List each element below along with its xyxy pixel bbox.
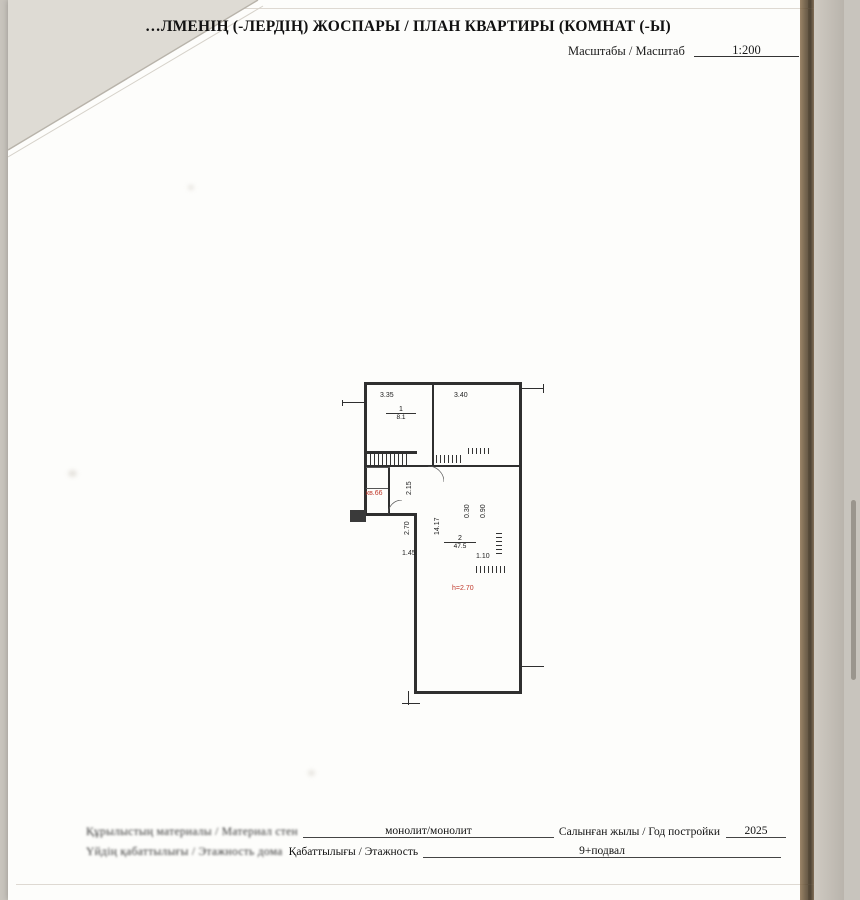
room-2-number: 2: [458, 535, 462, 542]
scale-value: 1:200: [732, 43, 761, 57]
partition-small-1: [366, 467, 390, 468]
scale-label: Масштабы / Масштаб: [568, 44, 685, 58]
footer-wall-material-value: монолит/монолит: [385, 825, 472, 837]
ceiling-height-note: h=2.70: [452, 585, 474, 592]
scale-underline: [694, 41, 799, 57]
room-2-area: 47.5: [444, 542, 476, 550]
scrollbar-thumb[interactable]: [851, 500, 856, 680]
footer-wall-material-value-line: [303, 824, 554, 838]
paper-smudge-1: [188, 185, 194, 190]
tick-right-2: [522, 666, 544, 667]
footer-year-value: 2025: [726, 825, 786, 838]
wall-bottom: [414, 691, 522, 694]
paper-smudge-3: [68, 470, 77, 477]
footer-row-materials: [86, 818, 786, 838]
page-title: …ЛМЕНІҢ (-ЛЕРДІҢ) ЖОСПАРЫ / ПЛАН КВАРТИРЫ (КОМНАТ (-Ы): [145, 18, 671, 35]
dim-top-right: 3.40: [454, 392, 468, 399]
footer-wall-material-label: Құрылыстың материалы / Материал стен: [86, 826, 298, 838]
wall-left-lower: [414, 514, 417, 694]
wall-left-upper: [364, 382, 367, 454]
document-sheet: [8, 0, 808, 900]
footer-floors-label: Қабаттылығы / Этажность: [288, 846, 419, 858]
footer-year-label: Салынған жылы / Год постройки: [558, 826, 720, 838]
paper-smudge-2: [308, 770, 315, 776]
tick-left-1: [342, 402, 366, 403]
right-margin: [814, 0, 844, 900]
door-arc-1: [428, 466, 444, 482]
tick-left-1b: [342, 400, 343, 406]
dim-inner-v2: 2.70: [404, 521, 411, 535]
apartment-number-note: кв.66: [366, 490, 383, 497]
tick-right-1b: [543, 384, 544, 393]
dim-main-vertical: 14.17: [434, 517, 441, 535]
window-hatch-top: [468, 448, 492, 454]
scale-row: [568, 44, 799, 60]
window-hatch-lower: [476, 566, 508, 573]
wall-right: [519, 382, 522, 694]
dim-top-left: 3.35: [380, 392, 394, 399]
sheet-bottom-edge: [16, 884, 816, 885]
footer-building-floors-label: Үйдің қабаттылығы / Этажность дома: [86, 846, 283, 858]
dim-right-h1: 1.10: [476, 553, 490, 560]
partition-horizontal-2: [434, 465, 522, 467]
tick-right-1: [522, 388, 544, 389]
partition-vertical-1: [432, 382, 434, 467]
wall-top: [364, 382, 522, 385]
room-1-number: 1: [399, 406, 403, 413]
footer-block: [86, 818, 786, 858]
room-1-area: 8.1: [386, 413, 416, 421]
room-label-1: [386, 406, 416, 421]
room-label-2: [444, 535, 476, 550]
balcony-hatch: [436, 455, 464, 463]
entrance-marker: [350, 510, 366, 522]
footer-floors-value-line: [423, 844, 781, 858]
dim-inner-h1: 1.45: [402, 550, 416, 557]
footer-floors-value: 9+подвал: [579, 845, 625, 857]
dim-right-v1: 0.30: [464, 504, 471, 518]
partition-small-2: [366, 488, 388, 489]
window-hatch-right: [496, 530, 502, 554]
footer-row-floors: [86, 838, 786, 858]
floor-plan-drawing: [328, 370, 558, 710]
book-spine-shadow: [800, 0, 814, 900]
stair-hatch: [366, 454, 408, 465]
dim-inner-v1: 2.15: [406, 481, 413, 495]
dim-right-v2: 0.90: [480, 504, 487, 518]
door-arc-2: [388, 500, 402, 514]
tick-bottom-2: [402, 703, 420, 704]
